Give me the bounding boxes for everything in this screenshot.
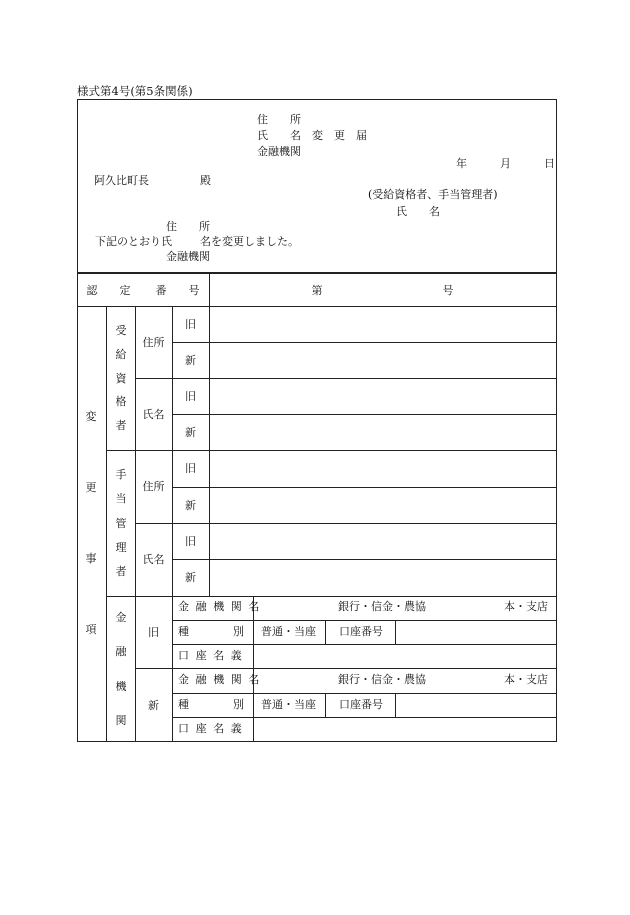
recipient-address-label: 住所: [142, 335, 165, 349]
statement-address: 住 所: [166, 220, 210, 233]
old-marker: 旧: [185, 317, 196, 331]
recipient-name-label: 氏名: [142, 407, 165, 421]
account-type-label: 種 別: [178, 625, 244, 638]
cert-divider: [209, 273, 210, 306]
statement-bank: 金融機関: [166, 250, 210, 263]
bank-old-marker: 旧: [148, 625, 159, 639]
bank-types: 銀行・信金・農協: [338, 673, 426, 686]
branch-label: 本・支店: [504, 600, 548, 613]
bank-types: 銀行・信金・農協: [338, 600, 426, 613]
statement-after: 名を変更しました。: [200, 235, 299, 248]
account-kinds: 普通・当座: [261, 625, 316, 638]
new-marker: 新: [185, 498, 196, 512]
account-holder-label: 口座名義: [178, 722, 249, 735]
account-type-label: 種 別: [178, 698, 244, 711]
addressee: 阿久比町長: [94, 174, 149, 187]
cert-char-2: 定: [119, 283, 131, 297]
cert-char-3: 番: [155, 283, 167, 297]
applicant-name-label: 氏 名: [396, 205, 440, 218]
bank-section-label: 金 融 機 関: [115, 611, 127, 727]
manager-label: 手 当 管 理 者: [115, 468, 127, 578]
statement-before: 下記のとおり氏: [95, 235, 172, 248]
new-marker: 新: [185, 571, 196, 584]
recipient-label: 受 給 資 格 者: [115, 324, 127, 432]
old-marker: 旧: [185, 534, 196, 548]
branch-label: 本・支店: [504, 673, 548, 686]
document-title: 氏 名 変 更 届: [257, 129, 367, 142]
account-kinds: 普通・当座: [261, 698, 316, 711]
date-line: 年 月 日: [456, 157, 555, 170]
bank-name-label: 金融機関名: [178, 600, 266, 613]
new-marker: 新: [185, 425, 196, 439]
form-number: 様式第4号(第5条関係): [77, 84, 193, 98]
header-address-label: 住 所: [257, 113, 301, 126]
change-items-label: 変 更 事 項: [85, 410, 97, 636]
bank-name-label: 金融機関名: [178, 673, 266, 686]
honorific: 殿: [200, 174, 211, 187]
manager-name-label: 氏名: [142, 553, 165, 566]
cert-char-4: 号: [188, 283, 200, 297]
bank-new-marker: 新: [148, 698, 159, 712]
old-marker: 旧: [185, 389, 196, 403]
old-marker: 旧: [185, 462, 196, 475]
account-number-label: 口座番号: [339, 625, 383, 638]
account-holder-label: 口座名義: [178, 649, 249, 662]
manager-address-label: 住所: [142, 480, 165, 493]
new-marker: 新: [185, 353, 196, 367]
cert-char-1: 認: [86, 283, 98, 297]
applicant-role: (受給資格者、手当管理者): [368, 188, 498, 201]
account-number-label: 口座番号: [339, 698, 383, 711]
header-bank-label: 金融機関: [257, 145, 301, 158]
cert-dai: 第: [311, 283, 323, 297]
cert-go: 号: [442, 283, 454, 297]
